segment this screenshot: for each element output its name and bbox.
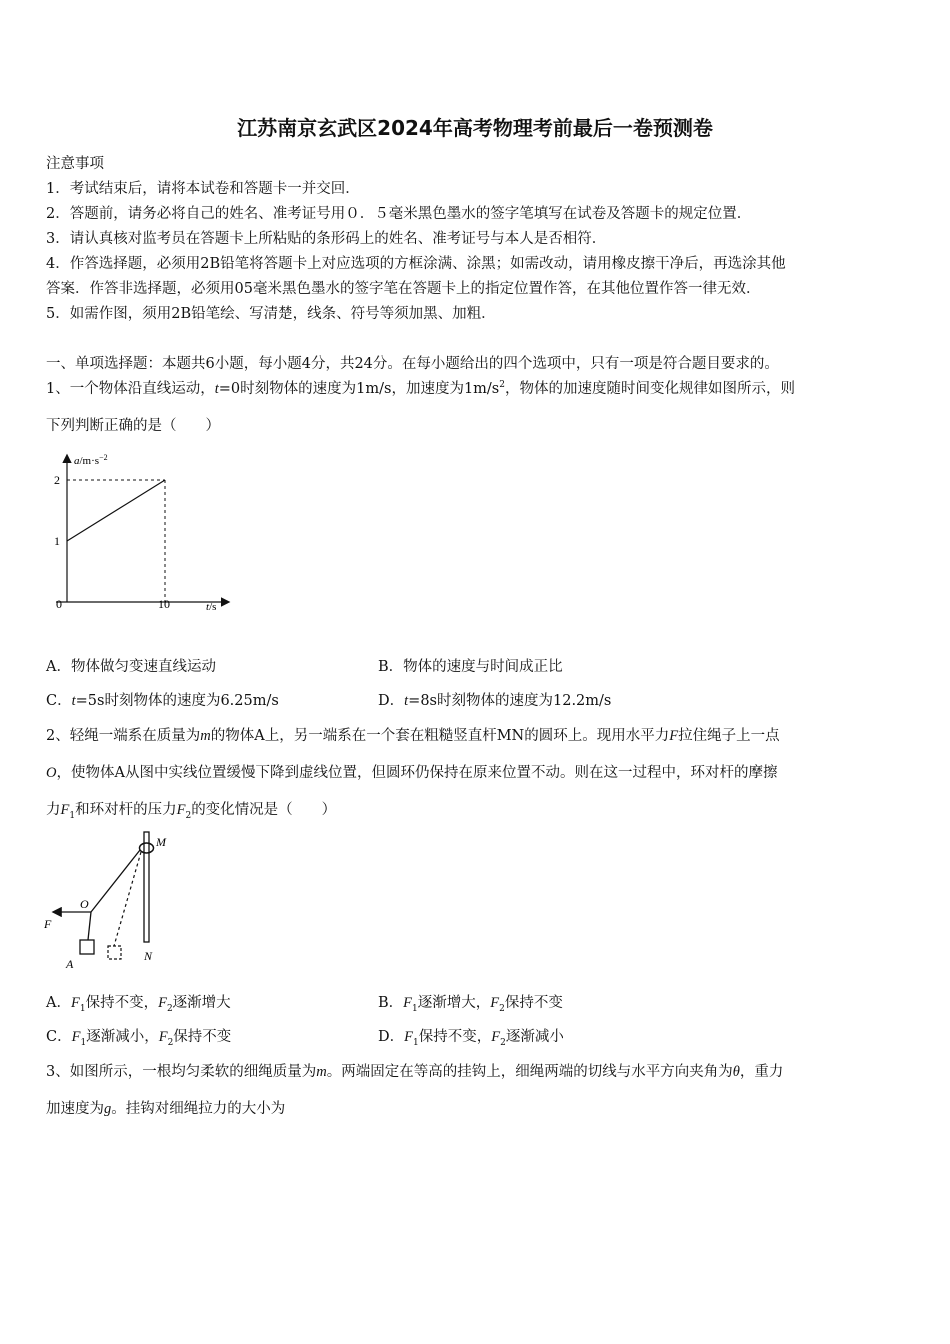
q1-option-d: D．t=8s时刻物体的速度为12.2m/s bbox=[378, 693, 612, 709]
q2-figure bbox=[44, 828, 174, 970]
notice-heading: 注意事项 bbox=[46, 156, 104, 172]
block-a bbox=[80, 940, 94, 954]
rope-lower bbox=[88, 912, 91, 940]
label-o: O bbox=[80, 897, 89, 911]
notice-item-1: 1．考试结束后，请将本试卷和答题卡一并交回． bbox=[46, 181, 360, 197]
rod-mn bbox=[144, 832, 149, 942]
label-m: M bbox=[156, 835, 166, 849]
q2-line-1: 2、轻绳一端系在质量为m的物体A上，另一端系在一个套在粗糙竖直杆MN的圆环上。现用水平力F拉住绳子上一点 bbox=[46, 728, 780, 744]
q1-option-c: C．t=5s时刻物体的速度为6.25m/s bbox=[46, 693, 279, 709]
q2-option-d: D．$F_1$保持不变，$F_2$逐渐减小 bbox=[378, 1029, 564, 1048]
notice-item-4: 4．作答选择题，必须用2B铅笔将答题卡上对应选项的方框涂满、涂黑；如需改动，请用橡皮擦干净后，再选涂其他 bbox=[46, 256, 786, 272]
notice-item-4-cont: 答案．作答非选择题，必须用05毫米黑色墨水的签字笔在答题卡上的指定位置作答，在其他位置作答一律无效． bbox=[46, 281, 761, 297]
section-heading: 一、单项选择题：本题共6小题，每小题4分，共24分。在每小题给出的四个选项中，只有一项是符合题目要求的。 bbox=[46, 356, 779, 372]
q1-line-1: 1、一个物体沿直线运动，t=0时刻物体的速度为1m/s，加速度为$1m/s^2$，物体的加速度随时间变化规律如图所示，则 bbox=[46, 380, 795, 397]
q2-option-a: A．$F_1$保持不变，$F_2$逐渐增大 bbox=[46, 995, 231, 1014]
label-n: N bbox=[144, 949, 153, 963]
q2-option-c: C．$F_1$逐渐减小，$F_2$保持不变 bbox=[46, 1029, 232, 1048]
label-a: A bbox=[66, 957, 74, 970]
tick-y-1: 1 bbox=[54, 534, 60, 548]
q1-option-b: B．物体的速度与时间成正比 bbox=[378, 659, 563, 675]
q1-graph bbox=[46, 448, 236, 618]
q2-option-b: B．$F_1$逐渐增大，$F_2$保持不变 bbox=[378, 995, 563, 1014]
q1-option-a: A．物体做匀变速直线运动 bbox=[46, 659, 216, 675]
tick-x-10: 10 bbox=[158, 597, 170, 611]
q3-line-1: 3、如图所示，一根均匀柔软的细绳质量为m。两端固定在等高的挂钩上，细绳两端的切线与水平方向夹角为θ，重力 bbox=[46, 1064, 784, 1080]
page-title: 江苏南京玄武区2024年高考物理考前最后一卷预测卷 bbox=[237, 116, 713, 140]
block-a-dashed bbox=[108, 946, 121, 959]
tick-x-0: 0 bbox=[56, 597, 62, 611]
notice-item-3: 3．请认真核对监考员在答题卡上所粘贴的条形码上的姓名、准考证号与本人是否相符． bbox=[46, 231, 607, 247]
q3-line-2: 加速度为g。挂钩对细绳拉力的大小为 bbox=[46, 1101, 286, 1117]
tick-y-2: 2 bbox=[54, 473, 60, 487]
x-axis-label: t/s bbox=[206, 601, 217, 613]
y-axis-label: $a/m\cdot s^{-2}$ bbox=[74, 453, 108, 467]
ring bbox=[140, 843, 154, 853]
notice-item-5: 5．如需作图，须用2B铅笔绘、写清楚，线条、符号等须加黑、加粗． bbox=[46, 306, 496, 322]
q1-line-2: 下列判断正确的是（ ） bbox=[46, 418, 220, 434]
notice-item-2: 2．答题前，请务必将自己的姓名、准考证号用０．５毫米黑色墨水的签字笔填写在试卷及答题卡的规定位置． bbox=[46, 206, 752, 222]
q2-line-2: O，使物体A从图中实线位置缓慢下降到虚线位置，但圆环仍保持在原来位置不动。则在这一过程中，环对杆的摩擦 bbox=[46, 765, 778, 781]
q2-line-3: 力$F_1$和环对杆的压力$F_2$的变化情况是（ ） bbox=[46, 802, 337, 821]
label-f: F bbox=[44, 917, 52, 931]
acceleration-line bbox=[67, 480, 165, 541]
